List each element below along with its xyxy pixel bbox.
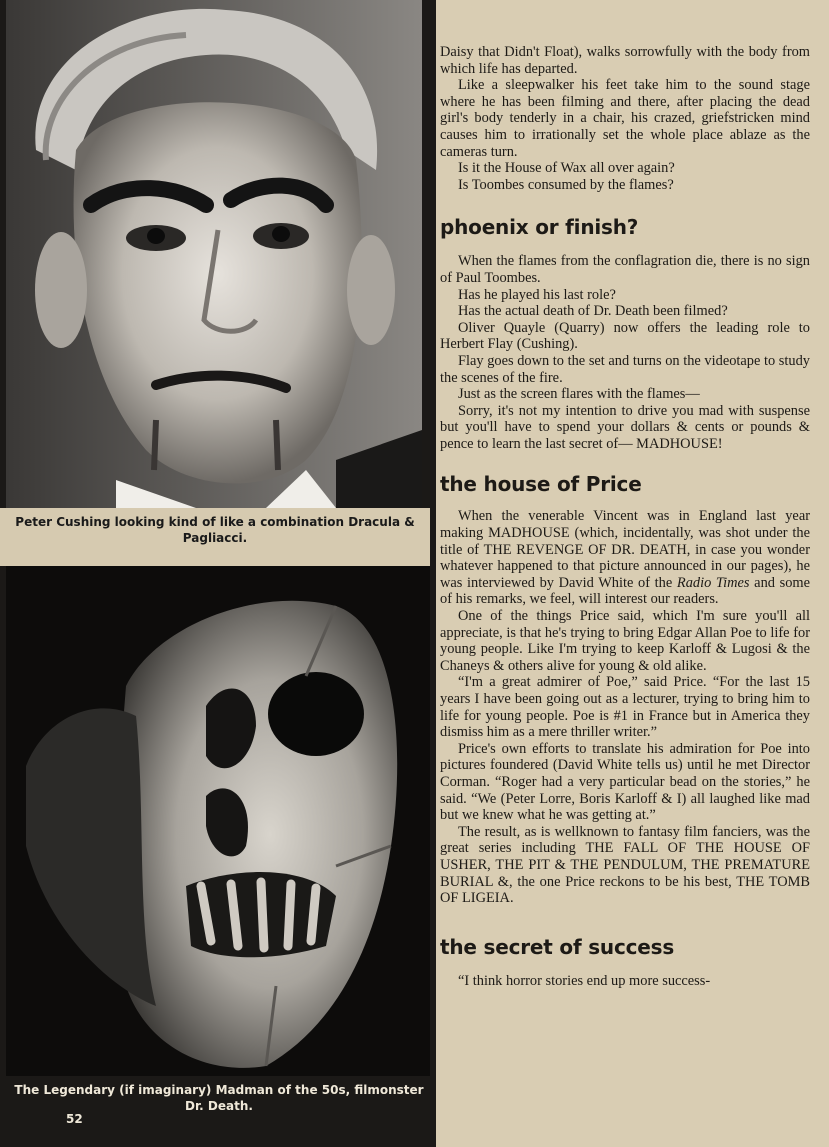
article-paragraph: Like a sleepwalker his feet take him to the sound stage where he has been filming and there, after placing the dead girl's body tenderly in a chair, his crazed, griefstricken mind causes him to irrationally set the whole place ablaze as the cameras turn.: [440, 77, 810, 160]
drdeath-mask-image: [6, 566, 430, 1076]
article-paragraph: “I'm a great admirer of Poe,” said Price. “For the last 15 years I have been going out as a lecturer, trying to bring him to life for young people. Poe is #1 in France but in America they dismiss him as a mere thriller writer.”: [440, 674, 810, 741]
cushing-portrait-image: [6, 0, 422, 508]
cushing-caption: Peter Cushing looking kind of like a combination Dracula & Pagliacci.: [15, 515, 415, 545]
article-paragraph: One of the things Price said, which I'm sure you'll all appreciate, is that he's trying to bring Edgar Allan Poe to life for young people. Like I'm trying to keep Karloff & Lugosi & the Chaneys & others alive for young & old alike.: [440, 608, 810, 674]
article-paragraph: Is it the House of Wax all over again?: [458, 160, 675, 177]
page-number: 52: [66, 1112, 83, 1126]
article-paragraph: Has he played his last role?: [458, 286, 616, 303]
section-heading-phoenix: phoenix or finish?: [440, 215, 639, 240]
section-heading-house-of-price: the house of Price: [440, 472, 642, 497]
section-heading-secret-of-success: the secret of success: [440, 934, 675, 959]
paragraph-text: When the venerable Vincent was in England last year making MADHOUSE (which, incidentally, was shot under the title of THE REVENGE OF DR. DEATH, in case you wonder whatever happened to that picture announced in our pages), he was interviewed by David White of the: [440, 508, 810, 591]
cushing-photo: [6, 0, 422, 508]
article-paragraph: Price's own efforts to translate his admiration for Poe into pictures foundered (David White tells us) until he met Director Corman. “Roger had a very particular bead on the stories,” he said. “We (Peter Lorre, Boris Karloff & I) all laughed like mad but we knew what he was getting at.”: [440, 740, 810, 824]
drdeath-photo: [6, 566, 430, 1076]
article-paragraph: [440, 508, 810, 608]
article-paragraph: Flay goes down to the set and turns on the videotape to study the scenes of the fire.: [440, 352, 810, 386]
caption-band: [0, 508, 430, 566]
article-paragraph: Is Toombes consumed by the flames?: [458, 176, 674, 193]
article-paragraph: The result, as is wellknown to fantasy film fanciers, was the great series including THE FALL OF THE HOUSE OF USHER, THE PIT & THE PENDULUM, THE PREMATURE BURIAL &, the one Price reckons to be his best, THE TOMB OF LIGEIA.: [440, 823, 810, 907]
article-paragraph: “I think horror stories end up more success-: [458, 972, 711, 989]
publication-title: Radio Times: [676, 574, 750, 591]
paragraph-text: and some of his remarks, we feel, will interest our readers.: [440, 574, 810, 608]
article-paragraph: Sorry, it's not my intention to drive you mad with suspense but you'll have to spend your dollars & cents or pounds & pence to learn the last secret of— MADHOUSE!: [440, 402, 810, 452]
article-paragraph: Daisy that Didn't Float), walks sorrowfully with the body from which life has departed.: [440, 44, 810, 77]
article-column: [440, 44, 810, 989]
article-paragraph: Has the actual death of Dr. Death been filmed?: [458, 303, 728, 320]
article-paragraph: When the flames from the conflagration die, there is no sign of Paul Toombes.: [440, 253, 810, 286]
article-paragraph: Oliver Quayle (Quarry) now offers the leading role to Herbert Flay (Cushing).: [440, 319, 810, 353]
article-paragraph: Just as the screen flares with the flames—: [458, 386, 700, 403]
drdeath-caption: The Legendary (if imaginary) Madman of the 50s, filmonster Dr. Death.: [14, 1083, 424, 1113]
